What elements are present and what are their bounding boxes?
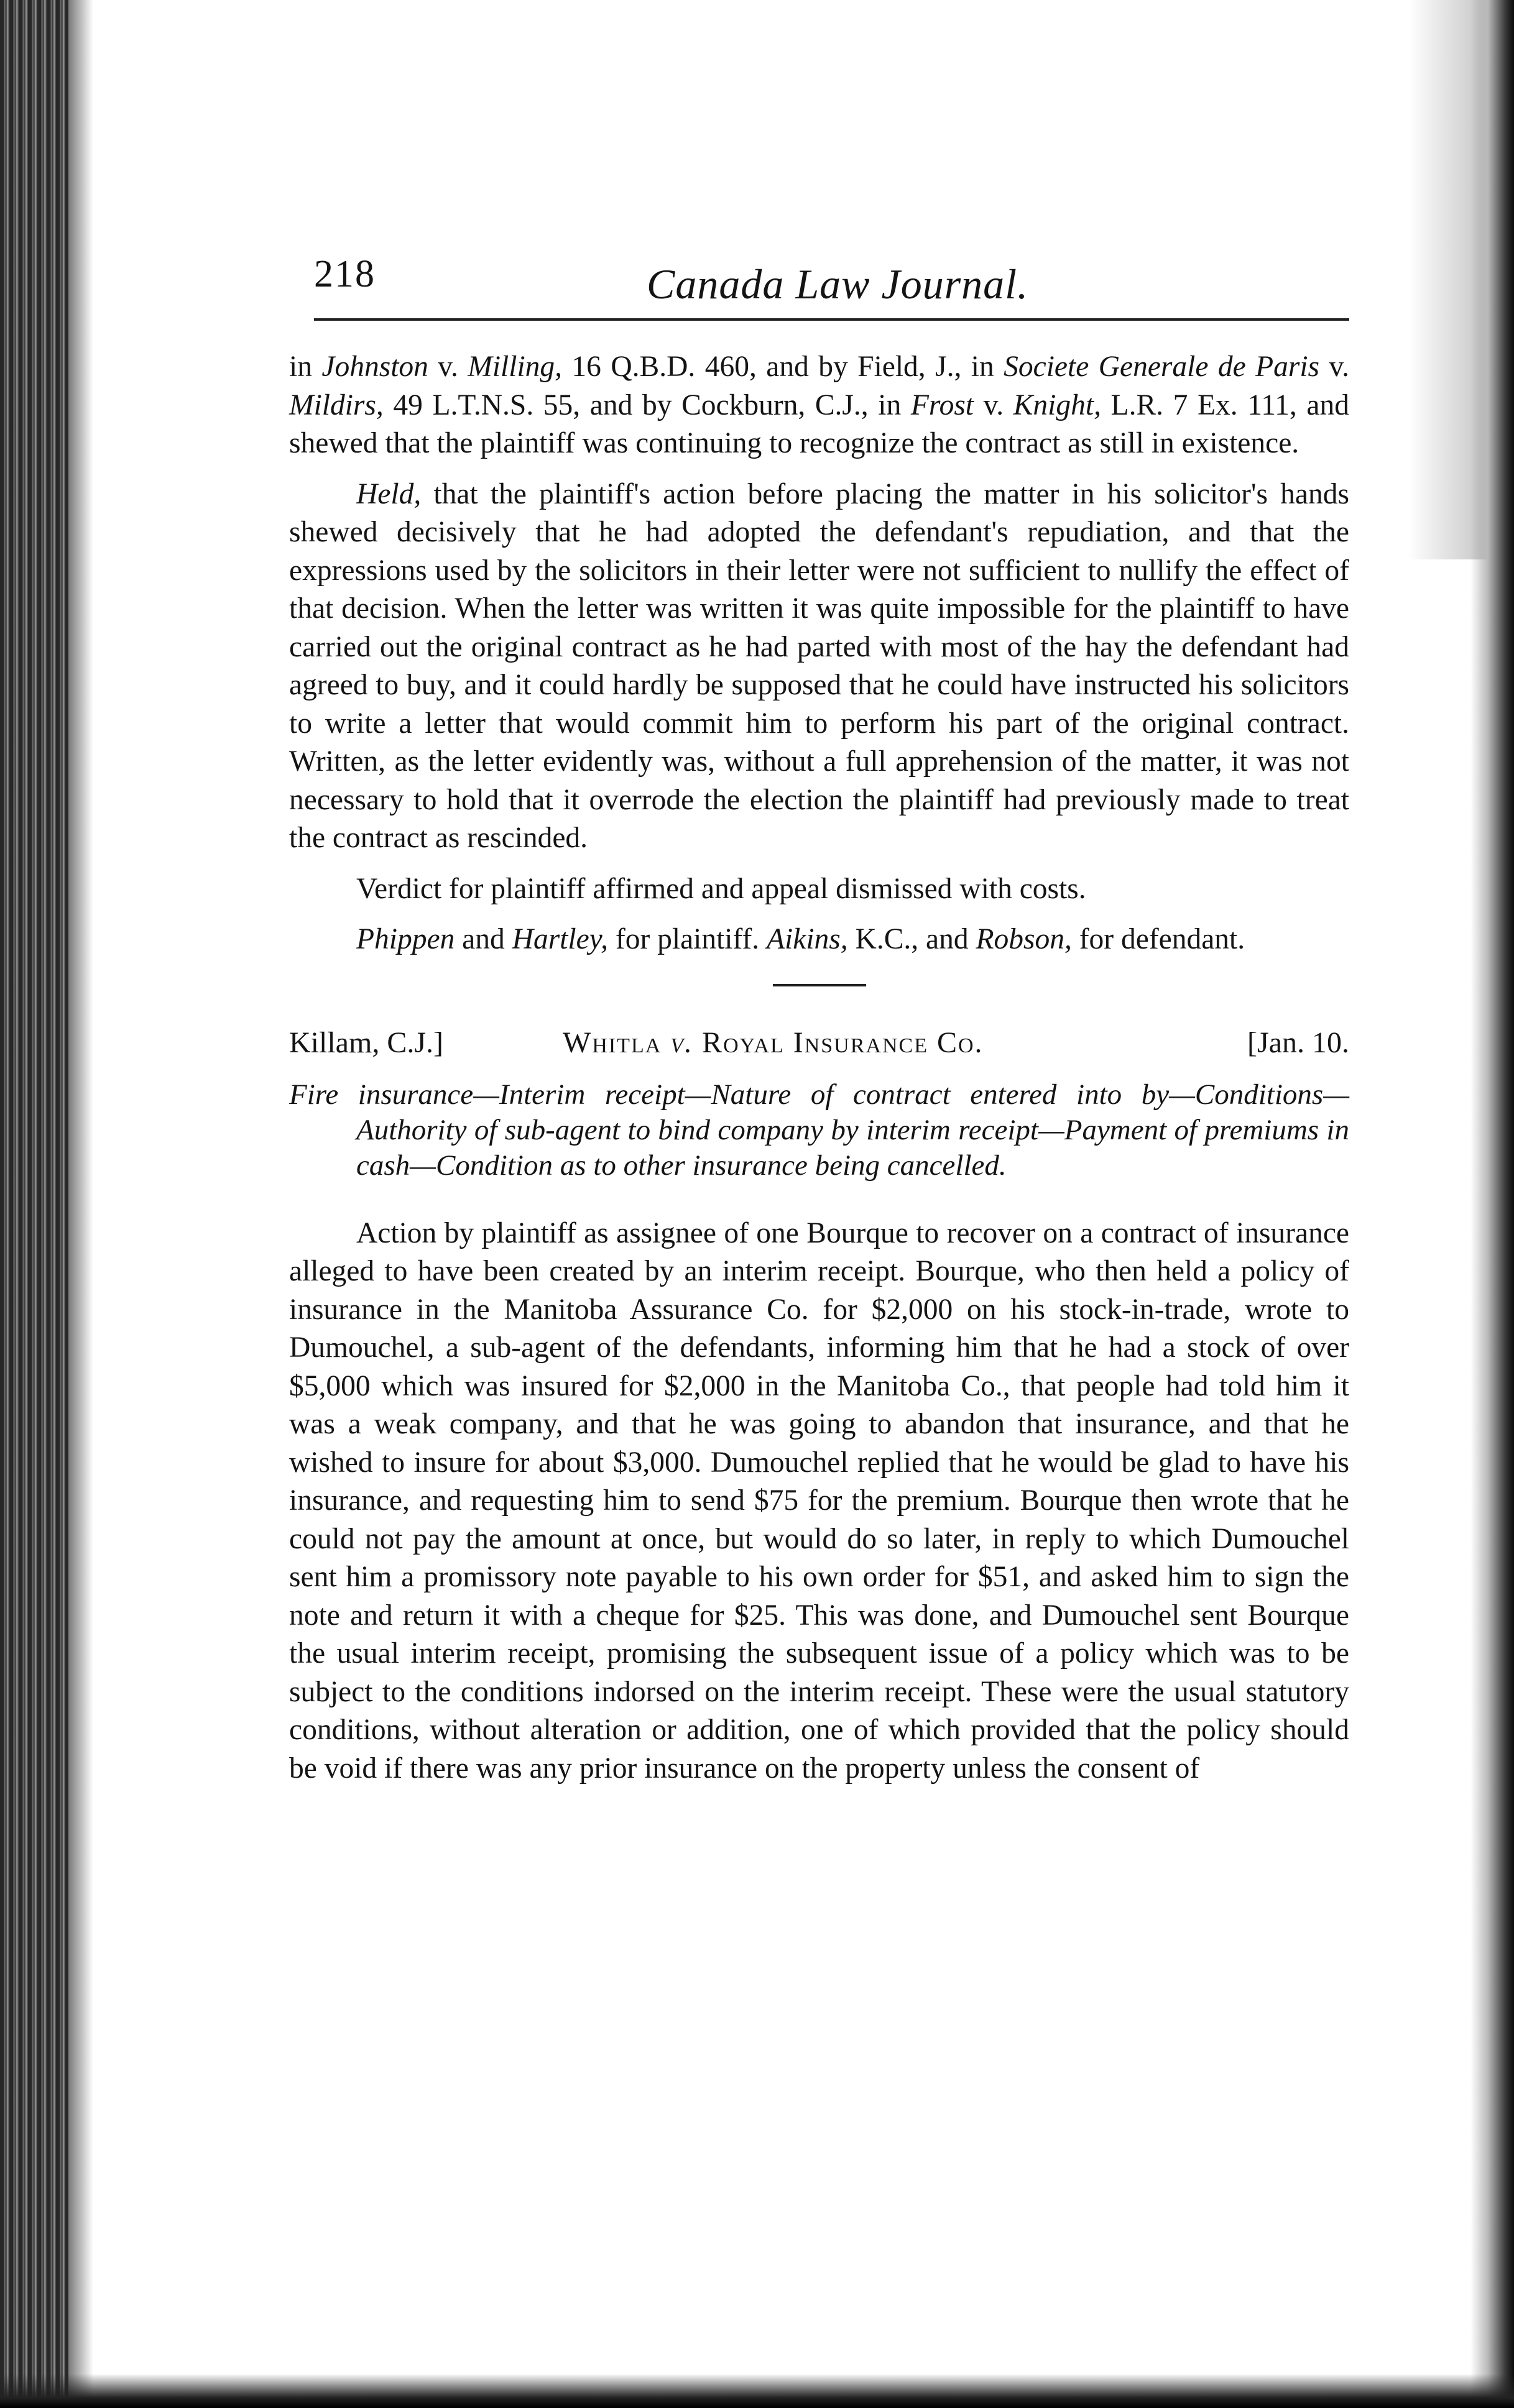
italic-text-run: Held, xyxy=(356,477,422,510)
italic-text-run: Hartley, xyxy=(512,923,608,955)
header-rule xyxy=(314,318,1349,321)
paragraph-verdict xyxy=(289,870,1349,909)
case-heading xyxy=(289,1024,1349,1068)
page-header xyxy=(289,249,1349,314)
italic-text-run: Mildirs, xyxy=(289,388,384,421)
italic-text-run: Johnston xyxy=(321,351,428,383)
text-run: v. xyxy=(428,351,468,383)
paragraph-citations xyxy=(289,348,1349,463)
text-run: in xyxy=(289,351,322,383)
scan-binding-shadow-left xyxy=(0,0,68,2408)
italic-text-run: Robson, xyxy=(976,923,1072,955)
text-run: v. xyxy=(1319,351,1350,383)
text-run: K.C., and xyxy=(847,923,976,955)
italic-text-run: Knight, xyxy=(1013,388,1101,421)
text-run: 49 L.T.N.S. 55, and by Cockburn, C.J., in xyxy=(383,388,911,421)
text-run: v. xyxy=(974,388,1013,421)
case-judge: Killam, C.J.] xyxy=(289,1026,443,1059)
running-head: Canada Law Journal. xyxy=(647,260,1029,308)
italic-text-run: Milling, xyxy=(468,351,563,383)
section-divider xyxy=(773,984,866,986)
paragraph-counsel xyxy=(289,921,1349,959)
text-run: for plaintiff. xyxy=(608,923,767,955)
text-run: and xyxy=(455,923,512,955)
italic-text-run: Societe Generale de Paris xyxy=(1004,351,1320,383)
scan-binding-fade xyxy=(68,0,93,2408)
journal-page xyxy=(289,249,1349,2350)
italic-text-run: Frost xyxy=(910,388,974,421)
italic-text-run: Phippen xyxy=(356,923,455,955)
italic-text-run: v. xyxy=(670,1026,694,1059)
page-body xyxy=(289,348,1349,1788)
text-run: Whitla xyxy=(563,1026,671,1059)
italic-text-run: Aikins, xyxy=(767,923,848,955)
text-run: L.R. 7 Ex. 111, and shewed that the plaintiff was continuing to recognize the contract as still in existence. xyxy=(289,388,1349,459)
scan-edge-shadow-bottom xyxy=(0,2374,1514,2408)
scan-edge-shadow-right xyxy=(1470,0,1514,2408)
paragraph-held xyxy=(289,476,1349,858)
case-title xyxy=(563,1024,984,1062)
text-run: Royal Insurance Co. xyxy=(693,1026,984,1059)
text-run: for defendant. xyxy=(1071,923,1245,955)
text-run: that the plaintiff's action before placing the matter in his solicitor's hands shewed decisively that he had adopted the defendant's repudiation, and that the expressions used by the solicitors in their letter were not sufficient to nullify the effect of that decision. When the letter was written it was quite impossible for the plaintiff to have carried out the original contract as he had parted with most of the hay the defendant had agreed to buy, and it could hardly be supposed that he could have instructed his solicitors to write a letter that would commit him to perform his part of the original contract. Written, as the letter evidently was, without a full apprehension of the matter, it was not necessary to hold that it overrode the election the plaintiff had previously made to treat the contract as rescinded. xyxy=(289,477,1349,854)
paragraph-action xyxy=(289,1215,1349,1788)
page-number: 218 xyxy=(314,253,376,295)
case-date: [Jan. 10. xyxy=(1247,1026,1349,1059)
text-run: 16 Q.B.D. 460, and by Field, J., in xyxy=(562,351,1004,383)
text-run: Action by plaintiff as assignee of one Bourque to recover on a contract of insurance alleged to have been created by an interim receipt. Bourque, who then held a policy of insurance in the Manitoba Assurance Co. for $2,000 on his stock-in-trade, wrote to Dumouchel, a sub-agent of the defendants, informing him that he had a stock of over $5,000 which was insured for $2,000 in the Manitoba Co., that people had told him it was a weak company, and that he was going to abandon that insurance, and that he wished to insure for about $3,000. Dumouchel replied that he would be glad to have his insurance, and requesting him to send $75 for the premium. Bourque then wrote that he could not pay the amount at once, but would do so later, in reply to which Dumouchel sent him a promissory note payable to his own order for $51, and asked him to sign the note and return it with a cheque for $25. This was done, and Dumouchel sent Bourque the usual interim receipt, promising the subsequent issue of a policy which was to be subject to the conditions indorsed on the interim receipt. These were the usual statutory conditions, without alteration or addition, one of which provided that the policy should be void if there was any prior insurance on the property unless the consent of xyxy=(289,1216,1349,1785)
case-headnote: Fire insurance—Interim receipt—Nature of contract entered into by—Conditions—Authority of sub-agent to bind company by interim receipt—Payment of premiums in cash—Condition as to other insurance being cancelled. xyxy=(289,1078,1349,1182)
text-run: Verdict for plaintiff affirmed and appeal dismissed with costs. xyxy=(356,872,1086,905)
